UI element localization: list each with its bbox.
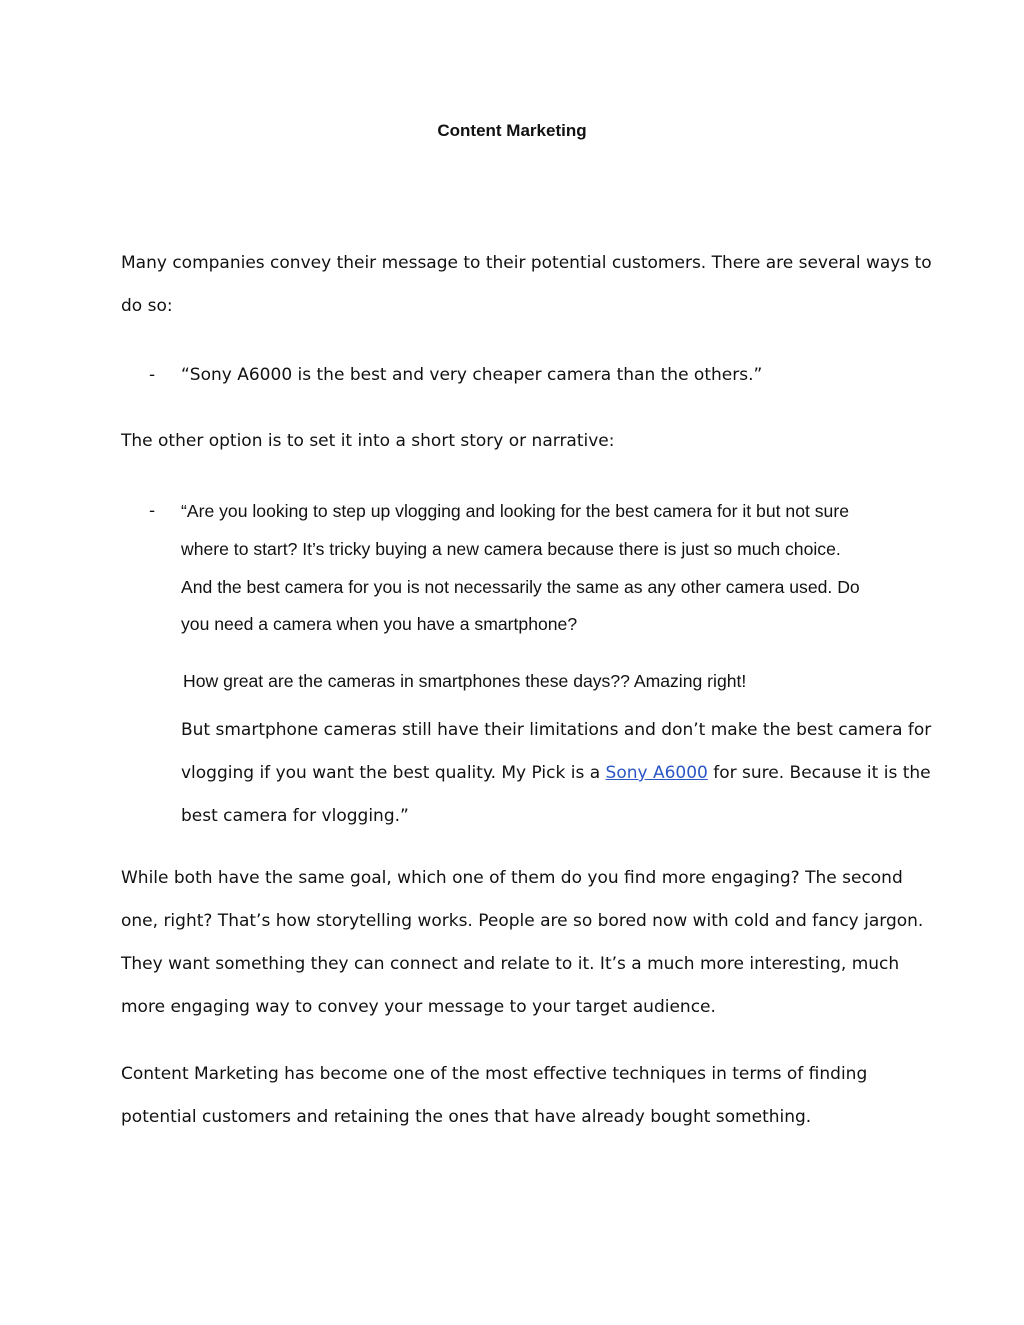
smartphone-line: But smartphone cameras still have their limitations and don’t make the best camera for bbox=[181, 720, 932, 740]
bullet-marker: - bbox=[149, 365, 156, 385]
bullet-direct-message: “Sony A6000 is the best and very cheaper camera than the others.” bbox=[181, 365, 763, 385]
smartphone-line-with-link bbox=[181, 752, 931, 795]
comparison-line: While both have the same goal, which one of them do you find more engaging? The second bbox=[121, 868, 903, 888]
bullet-marker: - bbox=[149, 501, 156, 521]
document-title: Content Marketing bbox=[437, 121, 587, 140]
quote-line: “Are you looking to step up vlogging and looking for the best camera for it but not sure bbox=[181, 501, 849, 521]
smartphone-line-text: vlogging if you want the best quality. My Pick is a bbox=[181, 763, 606, 783]
content-marketing-line: Content Marketing has become one of the most effective techniques in terms of finding bbox=[121, 1064, 868, 1084]
smartphone-line: best camera for vlogging.” bbox=[181, 806, 409, 826]
other-option-line: The other option is to set it into a short story or narrative: bbox=[121, 431, 615, 451]
comparison-line: one, right? That’s how storytelling works. People are so bored now with cold and fancy jargon. bbox=[121, 911, 924, 931]
smartphone-paragraph bbox=[181, 709, 931, 838]
intro-line: do so: bbox=[121, 296, 173, 316]
other-option-paragraph bbox=[121, 420, 614, 463]
content-marketing-line: potential customers and retaining the ones that have already bought something. bbox=[121, 1107, 812, 1127]
comparison-line: They want something they can connect and relate to it. It’s a much more interesting, much bbox=[121, 954, 900, 974]
comparison-paragraph bbox=[121, 857, 923, 1029]
intro-line: Many companies convey their message to their potential customers. There are several ways to bbox=[121, 253, 932, 273]
quote-extra-line: How great are the cameras in smartphones these days?? Amazing right! bbox=[183, 671, 747, 691]
intro-paragraph bbox=[121, 242, 932, 328]
story-quote bbox=[181, 499, 860, 650]
quote-line: you need a camera when you have a smartphone? bbox=[181, 614, 578, 634]
content-marketing-paragraph bbox=[121, 1053, 867, 1139]
smartphone-line-text: for sure. Because it is the bbox=[707, 763, 931, 783]
comparison-line: more engaging way to convey your message to your target audience. bbox=[121, 997, 716, 1017]
quote-line: where to start? It’s tricky buying a new camera because there is just so much choice. bbox=[181, 539, 841, 559]
sony-a6000-link[interactable]: Sony A6000 bbox=[605, 763, 708, 783]
quote-line: And the best camera for you is not necessarily the same as any other camera used. Do bbox=[181, 577, 860, 597]
